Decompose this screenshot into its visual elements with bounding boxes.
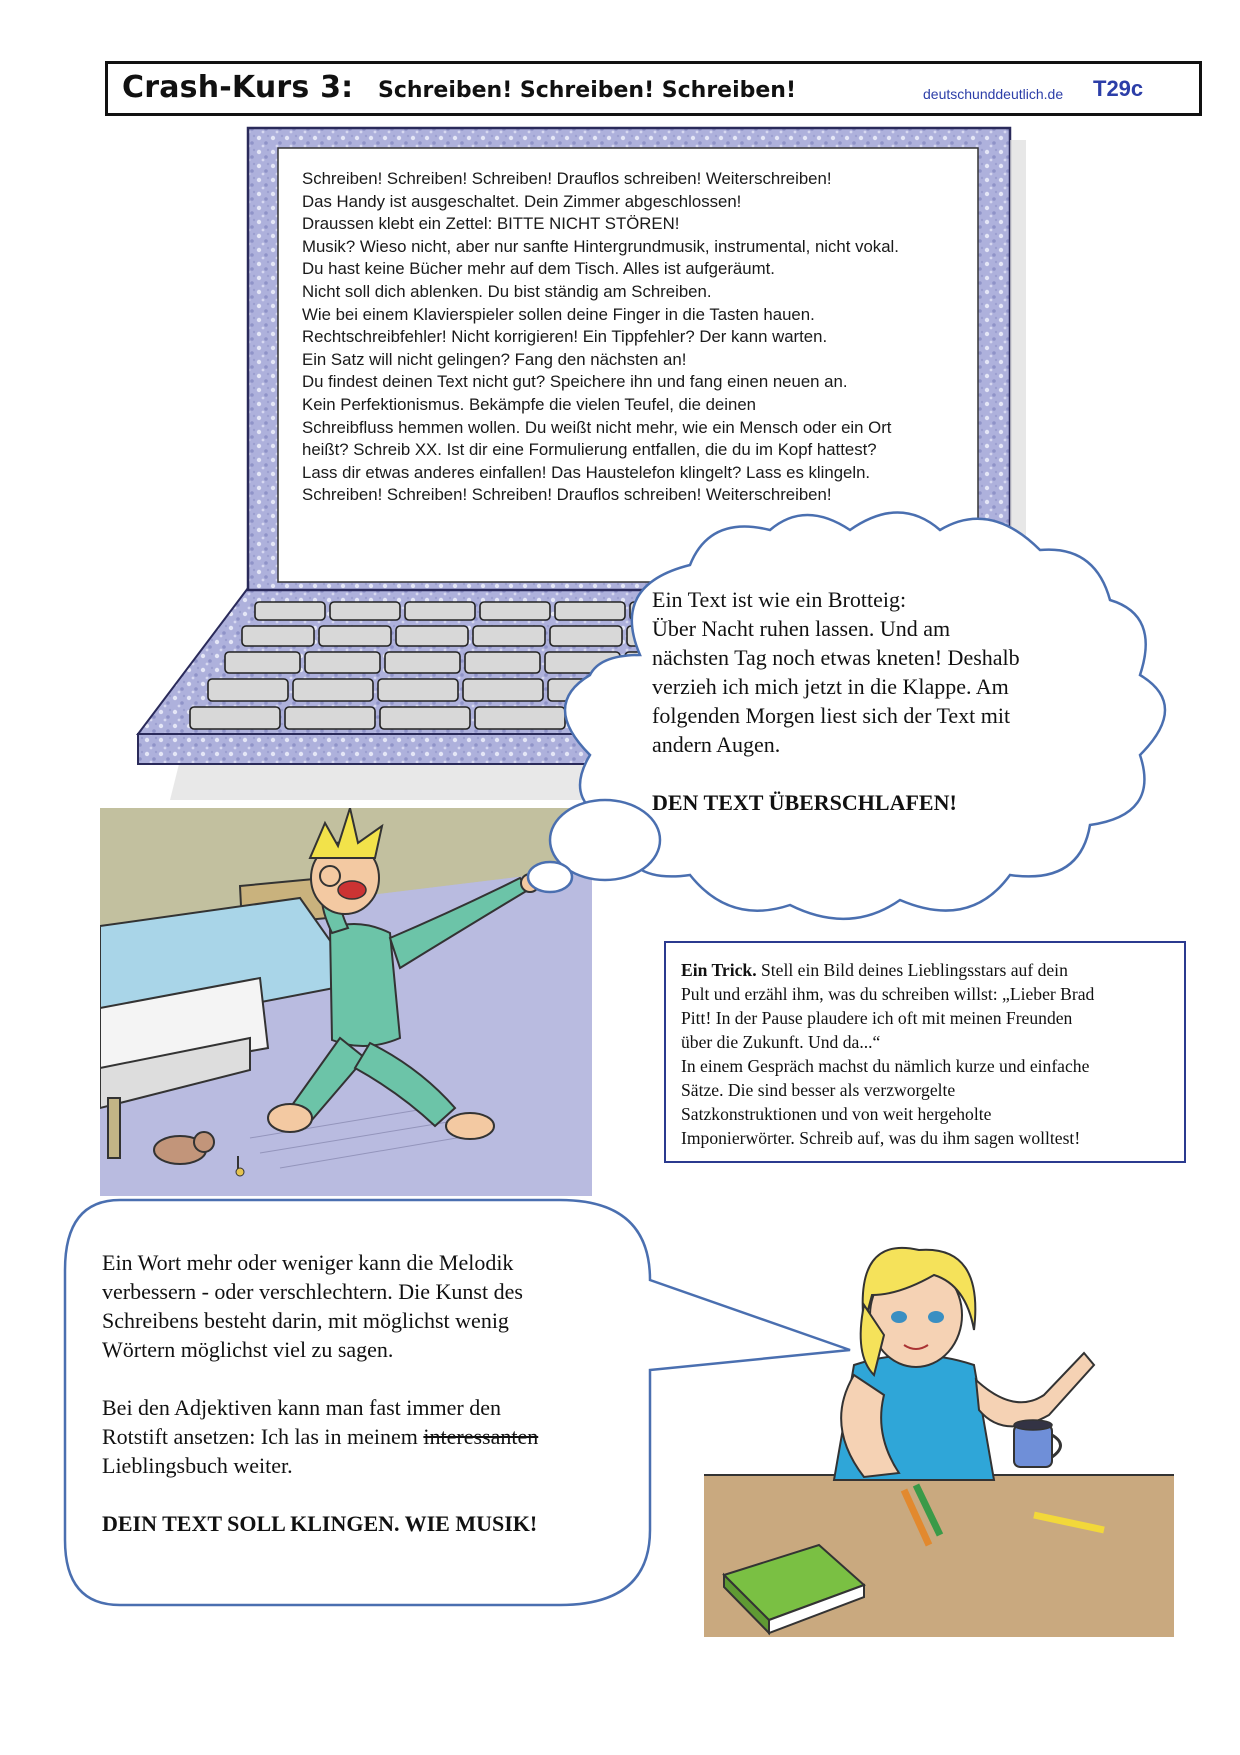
screen-line: Schreiben! Schreiben! Schreiben! Drauflos schreiben! Weiterschreiben! [302,485,832,505]
screen-line: Rechtschreibfehler! Nicht korrigieren! Ein Tippfehler? Der kann warten. [302,327,828,347]
cloud-line: Ein Text ist wie ein Brotteig: [652,587,907,612]
cloud-line: nächsten Tag noch etwas kneten! Deshalb [652,645,1020,670]
speech-line: Lieblingsbuch weiter. [102,1453,293,1478]
trick-line: Satzkonstruktionen und von weit hergeholte [681,1104,992,1124]
speech-line: Schreibens besteht darin, mit möglichst wenig [102,1308,509,1333]
screen-line: Schreibfluss hemmen wollen. Du weißt nicht mehr, wie ein Mensch oder ein Ort [302,417,892,437]
cloud-emphasis: DEN TEXT ÜBERSCHLAFEN! [652,790,957,815]
header-box [105,61,1202,116]
page-title: Crash-Kurs 3: [122,70,354,105]
screen-line: Du hast keine Bücher mehr auf dem Tisch. Alles ist aufgeräumt. [302,259,775,279]
trick-line: Imponierwörter. Schreib auf, was du ihm sagen wolltest! [681,1128,1081,1148]
cloud-line: Über Nacht ruhen lassen. Und am [652,616,951,641]
cloud-line: andern Augen. [652,732,781,757]
screen-line: Schreiben! Schreiben! Schreiben! Drauflos schreiben! Weiterschreiben! [302,169,832,188]
trick-box [664,941,1186,1163]
screen-line: Lass dir etwas anderes einfallen! Das Haustelefon klingelt? Lass es klingeln. [302,462,871,482]
screen-line: Nicht soll dich ablenken. Du bist ständig am Schreiben. [302,281,712,301]
speech-text-span: Rotstift ansetzen: Ich las in meinem [102,1424,424,1449]
screen-line: Wie bei einem Klavierspieler sollen deine Finger in die Tasten hauen. [302,304,815,324]
site-name: deutschunddeutlich.de [923,86,1064,102]
speech-line: verbessern - oder verschlechtern. Die Kunst des [102,1279,523,1304]
screen-line: Ein Satz will nicht gelingen? Fang den nächsten an! [302,349,687,369]
screen-line: Kein Perfektionismus. Bekämpfe die vielen Teufel, die deinen [302,394,756,414]
trick-line: Sätze. Die sind besser als verzworgelte [681,1080,956,1100]
trick-label: Ein Trick. [681,960,757,980]
cloud-line: folgenden Morgen liest sich der Text mit [652,703,1011,728]
laptop-screen-text [302,168,952,507]
thought-cloud-text [652,585,1092,817]
screen-line: Das Handy ist ausgeschaltet. Dein Zimmer abgeschlossen! [302,191,742,211]
struck-adjective: interessanten [423,1424,539,1449]
yawning-boy-illustration [100,808,592,1196]
trick-first-line [681,958,1170,982]
trick-line: Pitt! In der Pause plaudere ich oft mit meinen Freunden [681,1008,1073,1028]
trick-line: In einem Gespräch machst du nämlich kurze und einfache [681,1056,1090,1076]
screen-line: heißt? Schreib XX. Ist dir eine Formulierung entfallen, die du im Kopf hattest? [302,440,877,460]
trick-line: über die Zukunft. Und da...“ [681,1032,881,1052]
speech-emphasis: DEIN TEXT SOLL KLINGEN. WIE MUSIK! [102,1511,538,1536]
speech-bubble-text [102,1248,622,1538]
screen-line: Du findest deinen Text nicht gut? Speichere ihn und fang einen neuen an. [302,372,848,392]
page-subtitle: Schreiben! Schreiben! Schreiben! [378,78,796,103]
cloud-line: verzieh ich mich jetzt in die Klappe. Am [652,674,1009,699]
speech-line: Wörtern möglichst viel zu sagen. [102,1337,394,1362]
screen-line: Musik? Wieso nicht, aber nur sanfte Hintergrundmusik, instrumental, nicht vokal. [302,236,899,256]
speech-line: Bei den Adjektiven kann man fast immer den [102,1395,501,1420]
trick-line: Stell ein Bild deines Lieblingsstars auf dein [756,960,1068,980]
speech-line-with-strike [102,1422,622,1451]
worksheet-code: T29c [1093,76,1144,101]
woman-at-desk-illustration [704,1245,1174,1637]
speech-line: Ein Wort mehr oder weniger kann die Melodik [102,1250,514,1275]
screen-line: Draussen klebt ein Zettel: BITTE NICHT STÖREN! [302,214,680,234]
trick-line: Pult und erzähl ihm, was du schreiben willst: „Lieber Brad [681,984,1095,1004]
